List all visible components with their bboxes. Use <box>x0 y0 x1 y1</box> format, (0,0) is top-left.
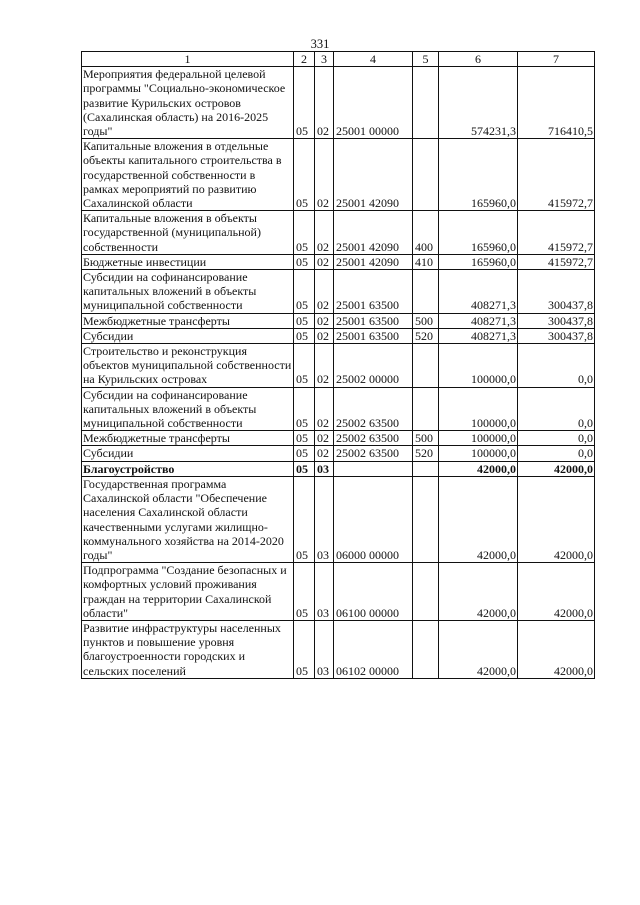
amount-cell-col6: 42000,0 <box>439 563 518 621</box>
row-name-cell: Государственная программа Сахалинской области "Обеспечение населения Сахалинской области качественными услугами жилищно-коммунального хозяйства на 2014-2020 годы" <box>82 476 294 562</box>
target-article-cell: 25001 63500 <box>334 313 413 328</box>
row-name-cell: Межбюджетные трансферты <box>82 313 294 328</box>
table-row <box>82 344 595 388</box>
subsection-code-cell: 02 <box>315 270 334 314</box>
expense-type-cell <box>413 620 439 678</box>
target-article-cell: 25001 42090 <box>334 211 413 255</box>
row-name-cell: Субсидии <box>82 446 294 461</box>
header-cell: 6 <box>439 52 518 67</box>
amount-cell-col7: 0,0 <box>518 387 595 431</box>
target-article-cell: 25001 63500 <box>334 328 413 343</box>
subsection-code-cell: 02 <box>315 446 334 461</box>
row-name-cell: Субсидии на софинансирование капитальных вложений в объекты муниципальной собственности <box>82 270 294 314</box>
amount-cell-col6: 165960,0 <box>439 211 518 255</box>
row-name-cell: Развитие инфраструктуры населенных пунктов и повышение уровня благоустроенности городских и сельских поселений <box>82 620 294 678</box>
section-code-cell: 05 <box>294 563 315 621</box>
target-article-cell: 25001 00000 <box>334 67 413 139</box>
amount-cell-col7: 0,0 <box>518 431 595 446</box>
section-code-cell: 05 <box>294 211 315 255</box>
table-row <box>82 387 595 431</box>
target-article-cell <box>334 461 413 476</box>
target-article-cell: 25002 63500 <box>334 387 413 431</box>
expense-type-cell <box>413 270 439 314</box>
subsection-code-cell: 02 <box>315 313 334 328</box>
amount-cell-col7: 42000,0 <box>518 563 595 621</box>
amount-cell-col6: 165960,0 <box>439 139 518 211</box>
amount-cell-col6: 42000,0 <box>439 476 518 562</box>
table-row <box>82 254 595 269</box>
subsection-code-cell: 02 <box>315 254 334 269</box>
amount-cell-col6: 100000,0 <box>439 431 518 446</box>
expense-type-cell: 500 <box>413 431 439 446</box>
header-cell: 1 <box>82 52 294 67</box>
subsection-code-cell: 02 <box>315 431 334 446</box>
subsection-code-cell: 02 <box>315 387 334 431</box>
header-cell: 2 <box>294 52 315 67</box>
table-row <box>82 328 595 343</box>
amount-cell-col6: 408271,3 <box>439 313 518 328</box>
expense-type-cell <box>413 476 439 562</box>
section-code-cell: 05 <box>294 139 315 211</box>
amount-cell-col7: 300437,8 <box>518 313 595 328</box>
amount-cell-col6: 42000,0 <box>439 620 518 678</box>
target-article-cell: 06102 00000 <box>334 620 413 678</box>
subsection-code-cell: 02 <box>315 211 334 255</box>
amount-cell-col7: 42000,0 <box>518 620 595 678</box>
target-article-cell: 25001 42090 <box>334 139 413 211</box>
row-name-cell: Субсидии <box>82 328 294 343</box>
header-cell: 7 <box>518 52 595 67</box>
amount-cell-col7: 415972,7 <box>518 211 595 255</box>
row-name-cell: Благоустройство <box>82 461 294 476</box>
amount-cell-col7: 0,0 <box>518 344 595 388</box>
expense-type-cell: 500 <box>413 313 439 328</box>
expense-type-cell <box>413 461 439 476</box>
expense-type-cell <box>413 344 439 388</box>
expense-type-cell <box>413 67 439 139</box>
section-code-cell: 05 <box>294 344 315 388</box>
table-row <box>82 446 595 461</box>
section-code-cell: 05 <box>294 620 315 678</box>
table-row <box>82 313 595 328</box>
target-article-cell: 25002 00000 <box>334 344 413 388</box>
target-article-cell: 06000 00000 <box>334 476 413 562</box>
amount-cell-col6: 100000,0 <box>439 344 518 388</box>
expense-type-cell: 400 <box>413 211 439 255</box>
amount-cell-col6: 574231,3 <box>439 67 518 139</box>
amount-cell-col7: 415972,7 <box>518 254 595 269</box>
subsection-code-cell: 02 <box>315 344 334 388</box>
section-code-cell: 05 <box>294 254 315 269</box>
header-cell: 5 <box>413 52 439 67</box>
table-row <box>82 461 595 476</box>
subsection-code-cell: 03 <box>315 476 334 562</box>
subsection-code-cell: 02 <box>315 328 334 343</box>
section-code-cell: 05 <box>294 313 315 328</box>
section-code-cell: 05 <box>294 461 315 476</box>
header-cell: 3 <box>315 52 334 67</box>
amount-cell-col7: 716410,5 <box>518 67 595 139</box>
table-row <box>82 270 595 314</box>
amount-cell-col7: 42000,0 <box>518 461 595 476</box>
expense-type-cell <box>413 563 439 621</box>
amount-cell-col6: 42000,0 <box>439 461 518 476</box>
row-name-cell: Мероприятия федеральной целевой программы "Социально-экономическое развитие Курильских островов (Сахалинская область) на 2016-2025 годы" <box>82 67 294 139</box>
amount-cell-col6: 100000,0 <box>439 387 518 431</box>
subsection-code-cell: 03 <box>315 461 334 476</box>
expense-type-cell: 410 <box>413 254 439 269</box>
amount-cell-col7: 300437,8 <box>518 270 595 314</box>
subsection-code-cell: 02 <box>315 67 334 139</box>
subsection-code-cell: 02 <box>315 139 334 211</box>
target-article-cell: 06100 00000 <box>334 563 413 621</box>
budget-table <box>81 51 595 679</box>
row-name-cell: Бюджетные инвестиции <box>82 254 294 269</box>
table-row <box>82 67 595 139</box>
amount-cell-col6: 100000,0 <box>439 446 518 461</box>
amount-cell-col7: 415972,7 <box>518 139 595 211</box>
target-article-cell: 25001 42090 <box>334 254 413 269</box>
table-row <box>82 476 595 562</box>
amount-cell-col6: 408271,3 <box>439 328 518 343</box>
amount-cell-col7: 0,0 <box>518 446 595 461</box>
section-code-cell: 05 <box>294 270 315 314</box>
section-code-cell: 05 <box>294 446 315 461</box>
expense-type-cell <box>413 139 439 211</box>
table-row <box>82 563 595 621</box>
table-row <box>82 139 595 211</box>
target-article-cell: 25002 63500 <box>334 431 413 446</box>
header-cell: 4 <box>334 52 413 67</box>
row-name-cell: Субсидии на софинансирование капитальных вложений в объекты муниципальной собственности <box>82 387 294 431</box>
target-article-cell: 25001 63500 <box>334 270 413 314</box>
table-row <box>82 431 595 446</box>
expense-type-cell: 520 <box>413 446 439 461</box>
expense-type-cell <box>413 387 439 431</box>
amount-cell-col6: 165960,0 <box>439 254 518 269</box>
section-code-cell: 05 <box>294 476 315 562</box>
page-number: 331 <box>310 37 330 51</box>
section-code-cell: 05 <box>294 387 315 431</box>
amount-cell-col6: 408271,3 <box>439 270 518 314</box>
row-name-cell: Строительство и реконструкция объектов муниципальной собственности на Курильских островах <box>82 344 294 388</box>
target-article-cell: 25002 63500 <box>334 446 413 461</box>
header-row <box>82 52 595 67</box>
table-row <box>82 620 595 678</box>
section-code-cell: 05 <box>294 431 315 446</box>
row-name-cell: Подпрограмма "Создание безопасных и комфортных условий проживания граждан на территории Сахалинской области" <box>82 563 294 621</box>
section-code-cell: 05 <box>294 67 315 139</box>
subsection-code-cell: 03 <box>315 563 334 621</box>
row-name-cell: Капитальные вложения в объекты государственной (муниципальной) собственности <box>82 211 294 255</box>
section-code-cell: 05 <box>294 328 315 343</box>
table-row <box>82 211 595 255</box>
row-name-cell: Капитальные вложения в отдельные объекты капитального строительства в государственной собственности в рамках мероприятий по развитию Сахалинской области <box>82 139 294 211</box>
row-name-cell: Межбюджетные трансферты <box>82 431 294 446</box>
expense-type-cell: 520 <box>413 328 439 343</box>
amount-cell-col7: 300437,8 <box>518 328 595 343</box>
subsection-code-cell: 03 <box>315 620 334 678</box>
amount-cell-col7: 42000,0 <box>518 476 595 562</box>
